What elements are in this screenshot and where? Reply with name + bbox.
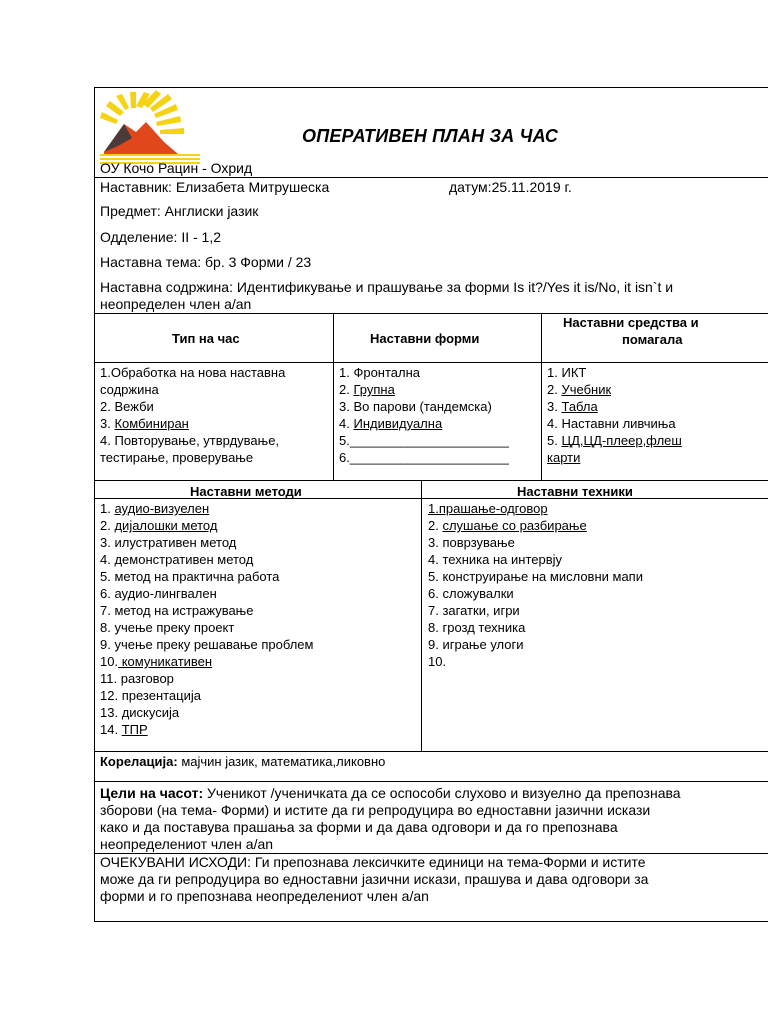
list-item: 2. Учебник: [547, 382, 612, 397]
divider: [421, 480, 422, 751]
list-item: 10.: [428, 654, 447, 669]
list-item: тестирање, проверување: [100, 450, 254, 465]
list-item: 1. ИКТ: [547, 365, 587, 380]
header-teaching-techniques: Наставни техники: [517, 484, 633, 499]
list-item: 1.прашање-одговор: [428, 501, 548, 516]
divider: [94, 781, 768, 782]
outcomes-block: [100, 854, 648, 905]
header-teaching-forms: Наставни форми: [370, 331, 480, 346]
outcomes-line-1: ОЧЕКУВАНИ ИСХОДИ: Ги препознава лексичките единици на тема-Форми и истите: [100, 854, 646, 870]
lesson-date: датум:25.11.2019 г.: [449, 179, 572, 195]
list-item: 3. илустративен метод: [100, 535, 237, 550]
list-item: 6.______________________: [339, 450, 509, 465]
teaching-forms-list: [339, 364, 539, 466]
goals-label: Цели на часот:: [100, 785, 204, 801]
list-item: карти: [547, 450, 581, 465]
header-lesson-type: Тип на час: [172, 331, 240, 346]
divider: [94, 480, 768, 481]
school-name: ОУ Кочо Рацин - Охрид: [100, 160, 253, 176]
correlation-text: мајчин јазик, математика,ликовно: [177, 754, 386, 769]
goals-block: [100, 785, 681, 853]
list-item: 13. дискусија: [100, 705, 180, 720]
school-logo: [98, 88, 210, 164]
list-item: 6. сложувалки: [428, 586, 514, 601]
goals-line-2: зборови (на тема- Форми) и истите да ги репродуцира во едноставни јазични искази: [100, 802, 651, 818]
list-item: 4. Наставни ливчиња: [547, 416, 676, 431]
list-item: 4. Индивидуална: [339, 416, 443, 431]
teacher-name: Наставник: Елизабета Митрушеска: [100, 179, 330, 195]
divider: [94, 362, 768, 363]
list-item: 14. ТПР: [100, 722, 148, 737]
lesson-type-list: [100, 364, 330, 466]
list-item: содржина: [100, 382, 159, 397]
teaching-techniques-list: [428, 500, 758, 670]
list-item: 7. метод на истражување: [100, 603, 254, 618]
list-item: 5. ЦД,ЦД-плеер,флеш: [547, 433, 682, 448]
grade: Одделение: II - 1,2: [100, 229, 221, 245]
list-item: 4. техника на интервју: [428, 552, 563, 567]
goals-line-1: Ученикот /ученичката да се оспособи слухово и визуелно да препознава: [203, 785, 681, 801]
list-item: 11. разговор: [100, 671, 174, 686]
goals-line-3: како и да поставува прашања за форми и да дава одговори и да го препознава: [100, 819, 618, 835]
divider: [333, 313, 334, 480]
list-item: 6. аудио-лингвален: [100, 586, 217, 601]
content-line-2: неопределен член a/an: [100, 296, 252, 312]
list-item: 8. учење преку проект: [100, 620, 235, 635]
subject: Предмет: Англиски јазик: [100, 203, 259, 219]
list-item: 7. загатки, игри: [428, 603, 520, 618]
list-item: 2. Групна: [339, 382, 395, 397]
divider: [94, 177, 768, 178]
correlation-label: Корелација:: [100, 754, 178, 769]
list-item: 1.Обработка на нова наставна: [100, 365, 286, 380]
divider: [94, 313, 768, 314]
list-item: 4. демонстративен метод: [100, 552, 254, 567]
page-title: ОПЕРАТИВЕН ПЛАН ЗА ЧАС: [302, 126, 559, 146]
list-item: 3. Табла: [547, 399, 598, 414]
list-item: 5. метод на практична работа: [100, 569, 280, 584]
list-item: 2. Вежби: [100, 399, 154, 414]
list-item: 1. Фронтална: [339, 365, 421, 380]
list-item: 5.______________________: [339, 433, 509, 448]
divider: [541, 313, 542, 480]
list-item: 3. поврзување: [428, 535, 515, 550]
list-item: 9. играње улоги: [428, 637, 524, 652]
correlation-row: [100, 753, 385, 770]
list-item: 1. аудио-визуелен: [100, 501, 210, 516]
list-item: 4. Повторување, утврдување,: [100, 433, 280, 448]
list-item: 9. учење преку решавање проблем: [100, 637, 314, 652]
header-teaching-aids-1: Наставни средства и: [563, 315, 699, 330]
topic: Наставна тема: бр. 3 Форми / 23: [100, 254, 312, 270]
header-teaching-aids-2: помагала: [622, 332, 683, 347]
divider: [94, 751, 768, 752]
list-item: 12. презентација: [100, 688, 201, 703]
outcomes-line-3: форми и го препознава неопределениот член a/an: [100, 888, 429, 904]
list-item: 3. Комбиниран: [100, 416, 189, 431]
list-item: 8. грозд техника: [428, 620, 526, 635]
header-teaching-methods: Наставни методи: [190, 484, 302, 499]
list-item: 2. дијалошки метод: [100, 518, 218, 533]
goals-line-4: неопределениот член a/an: [100, 836, 274, 852]
list-item: 3. Во парови (тандемска): [339, 399, 492, 414]
outcomes-line-2: може да ги репродуцира во едноставни јазични искази, прашува и дава одговори за: [100, 871, 649, 887]
list-item: 10. комуникативен: [100, 654, 213, 669]
list-item: 5. конструирање на мисловни мапи: [428, 569, 643, 584]
teaching-methods-list: [100, 500, 418, 738]
content-line-1: Наставна содржина: Идентификување и прашување за форми Is it?/Yes it is/No, it isn`t и: [100, 279, 674, 295]
list-item: 2. слушање со разбирање: [428, 518, 587, 533]
teaching-aids-list: [547, 364, 747, 466]
